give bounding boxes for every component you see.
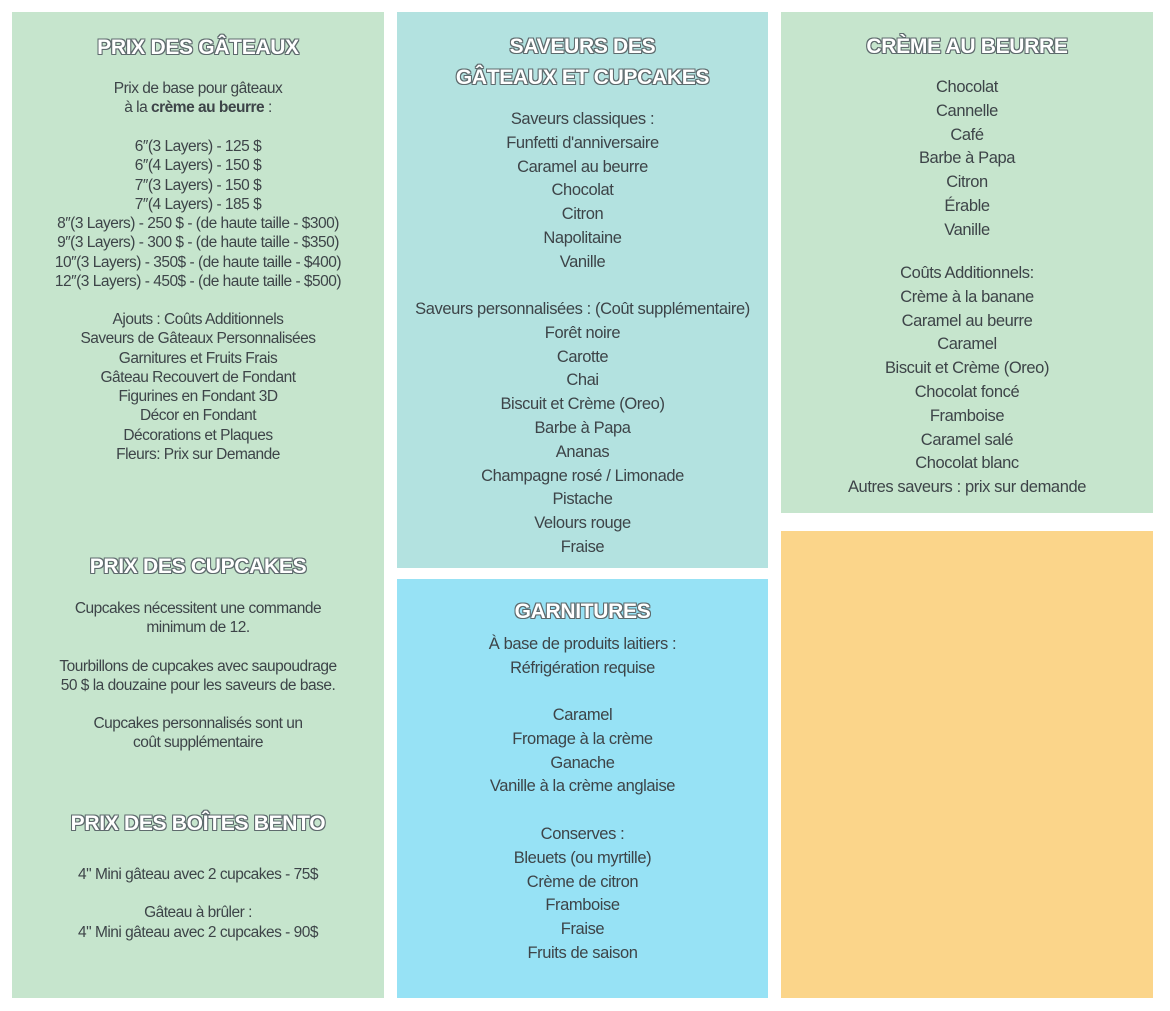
intro-suffix: :	[264, 99, 272, 117]
cupcake-text-line: Cupcakes nécessitent une commande	[74, 600, 322, 617]
buttercream-item: Caramel salé	[920, 430, 1014, 449]
flavor-item: Caramel au beurre	[517, 157, 648, 176]
fillings-panel	[397, 579, 768, 998]
buttercream-item: Café	[950, 125, 984, 144]
addon-item: Gâteau Recouvert de Fondant	[100, 368, 296, 386]
filling-item: Ganache	[550, 753, 615, 772]
buttercream-item: Cannelle	[936, 101, 998, 120]
filling-item: Caramel	[552, 706, 613, 724]
cake-prices-title: PRIX DES GÂTEAUX	[97, 36, 299, 59]
addon-item: Fleurs: Prix sur Demande	[116, 446, 280, 464]
flavor-item: Vanille	[559, 252, 606, 271]
buttercream-panel	[781, 12, 1153, 513]
classic-flavors-heading: Saveurs classiques :	[510, 110, 655, 128]
cupcake-text-line: coût supplémentaire	[132, 734, 264, 752]
flavor-item: Champagne rosé / Limonade	[481, 466, 684, 485]
fillings-title: GARNITURES	[514, 600, 651, 623]
cake-price-item: 9″(3 Layers) - 300 $ - (de haute taille - $350)	[57, 234, 339, 252]
preserves-list	[397, 823, 768, 966]
buttercream-additional-list	[781, 262, 1153, 500]
cake-addons-list	[12, 310, 384, 464]
intro-bold: crème au beurre	[151, 99, 265, 117]
cake-price-item: 10″(3 Layers) - 350$ - (de haute taille - $400)	[54, 253, 342, 271]
cake-price-item: 12″(3 Layers) - 450$ - (de haute taille - $500)	[54, 273, 342, 291]
cupcake-text-line: Cupcakes personnalisés sont un	[93, 715, 303, 733]
filling-item: Bleuets (ou myrtille)	[513, 848, 652, 867]
buttercream-item: Barbe à Papa	[918, 149, 1016, 168]
cake-prices-intro	[12, 79, 384, 118]
addon-item: Décor en Fondant	[139, 407, 257, 425]
buttercream-item: Érable	[944, 196, 990, 215]
intro-line-2	[12, 98, 384, 117]
flavor-item: Chai	[566, 371, 599, 390]
cupcake-prices-text	[12, 599, 384, 753]
flavor-item: Funfetti d'anniversaire	[506, 133, 659, 152]
addon-item: Figurines en Fondant 3D	[118, 388, 278, 406]
buttercream-item: Citron	[946, 173, 988, 192]
addon-item: Décorations et Plaques	[123, 426, 273, 444]
buttercream-title: CRÈME AU BEURRE	[866, 35, 1068, 58]
flavors-title-line-1: SAVEURS DES	[509, 35, 656, 58]
flavor-item: Fraise	[560, 537, 605, 556]
buttercream-item: Vanille	[944, 220, 990, 239]
buttercream-flavors-list	[781, 76, 1153, 243]
buttercream-item: Chocolat	[936, 78, 998, 96]
bento-text-line: 4" Mini gâteau avec 2 cupcakes - 90$	[78, 923, 318, 941]
flavor-item: Biscuit et Crème (Oreo)	[500, 395, 665, 414]
dairy-heading: À base de produits laitiers :	[488, 635, 677, 653]
other-flavors-note: Autres saveurs : prix sur demande	[847, 478, 1087, 497]
cake-price-item: 8″(3 Layers) - 250 $ - (de haute taille - $300)	[57, 215, 339, 233]
buttercream-item: Caramel au beurre	[901, 311, 1033, 330]
addon-item: Garnitures et Fruits Frais	[118, 349, 278, 367]
flavors-title-line-2: GÂTEAUX ET CUPCAKES	[455, 66, 710, 89]
bento-prices-title: PRIX DES BOÎTES BENTO	[70, 812, 326, 835]
preserves-heading: Conserves :	[540, 825, 625, 843]
cupcake-text-line: 50 $ la douzaine pour les saveurs de base.	[60, 676, 336, 694]
intro-line-1: Prix de base pour gâteaux	[113, 80, 283, 97]
buttercream-item: Framboise	[929, 406, 1005, 425]
classic-flavors-list	[397, 108, 768, 275]
filling-item: Fraise	[560, 920, 605, 939]
custom-flavors-list	[397, 298, 768, 560]
cake-prices-panel	[12, 12, 384, 998]
custom-flavors-heading: Saveurs personnalisées : (Coût supplémentaire)	[415, 300, 750, 318]
filling-item: Fromage à la crème	[512, 729, 653, 748]
filling-item: Framboise	[545, 896, 620, 915]
buttercream-item: Crème à la banane	[900, 287, 1034, 306]
addon-item: Ajouts : Coûts Additionnels	[112, 311, 284, 328]
flavor-item: Forêt noire	[544, 323, 621, 342]
cake-price-item: 7″(4 Layers) - 185 $	[134, 195, 262, 213]
bento-prices-text	[12, 865, 384, 942]
bento-text-line: Gâteau à brûler :	[144, 904, 252, 922]
additional-heading: Coûts Additionnels:	[900, 264, 1034, 282]
intro-prefix: à la	[124, 99, 152, 117]
flavor-item: Carotte	[556, 347, 609, 366]
cupcake-text-line: minimum de 12.	[146, 619, 250, 637]
buttercream-item: Biscuit et Crème (Oreo)	[884, 359, 1050, 378]
cupcake-text-line: Tourbillons de cupcakes avec saupoudrage	[59, 657, 337, 675]
addon-item: Saveurs de Gâteaux Personnalisées	[80, 330, 316, 348]
bento-text-line: 4" Mini gâteau avec 2 cupcakes - 75$	[78, 866, 318, 883]
flavor-item: Ananas	[555, 442, 610, 461]
dairy-heading-note: Réfrigération requise	[510, 658, 655, 677]
accent-panel	[781, 531, 1153, 998]
flavors-panel	[397, 12, 768, 568]
buttercream-item: Caramel	[937, 335, 997, 354]
cake-price-item: 6″(3 Layers) - 125 $	[134, 138, 262, 155]
cake-price-item: 7″(3 Layers) - 150 $	[134, 176, 262, 194]
buttercream-item: Chocolat blanc	[915, 454, 1019, 473]
dairy-fillings-list	[397, 633, 768, 681]
flavor-item: Pistache	[552, 490, 613, 509]
cake-price-list	[12, 137, 384, 291]
buttercream-item: Chocolat foncé	[914, 382, 1020, 401]
dairy-items-list	[397, 704, 768, 799]
filling-item: Crème de citron	[526, 872, 639, 891]
flavor-item: Chocolat	[551, 181, 614, 200]
filling-item: Fruits de saison	[527, 943, 638, 962]
flavor-item: Citron	[561, 205, 604, 224]
filling-item: Vanille à la crème anglaise	[489, 777, 676, 796]
cake-price-item: 6″(4 Layers) - 150 $	[134, 157, 262, 175]
flavor-item: Velours rouge	[534, 514, 631, 533]
flavor-item: Napolitaine	[543, 228, 622, 247]
cupcake-prices-title: PRIX DES CUPCAKES	[89, 555, 307, 578]
flavor-item: Barbe à Papa	[534, 418, 631, 437]
